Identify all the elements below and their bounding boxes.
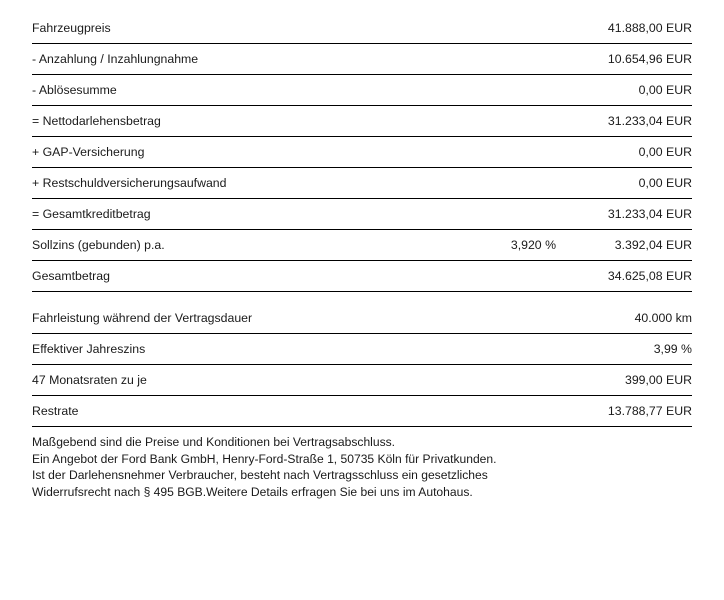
row-value: 41.888,00 EUR [582, 16, 692, 44]
table-row [32, 365, 692, 396]
row-label: Effektiver Jahreszins [32, 334, 472, 365]
row-rate: 3,920 % [472, 230, 582, 261]
row-value: 3,99 % [582, 334, 692, 365]
row-rate [472, 137, 582, 168]
footnote-block [32, 434, 692, 500]
table-row [32, 106, 692, 137]
row-label: = Gesamtkreditbetrag [32, 199, 472, 230]
row-rate [472, 75, 582, 106]
row-label: - Ablösesumme [32, 75, 472, 106]
table-row [32, 396, 692, 427]
table-row [32, 334, 692, 365]
row-value: 0,00 EUR [582, 168, 692, 199]
row-label: Gesamtbetrag [32, 261, 472, 292]
table-row-spacer [32, 292, 692, 304]
row-rate [472, 199, 582, 230]
footnote-line: Widerrufsrecht nach § 495 BGB.Weitere Details erfragen Sie bei uns im Autohaus. [32, 484, 473, 499]
row-rate [472, 303, 582, 334]
table-row [32, 199, 692, 230]
footnote-line: Maßgebend sind die Preise und Konditionen bei Vertragsabschluss. [32, 435, 396, 449]
row-rate [472, 261, 582, 292]
row-label: Fahrzeugpreis [32, 16, 472, 44]
table-row [32, 303, 692, 334]
row-rate [472, 168, 582, 199]
row-label: Sollzins (gebunden) p.a. [32, 230, 472, 261]
row-value: 31.233,04 EUR [582, 199, 692, 230]
spacer-cell [32, 292, 692, 304]
row-value: 0,00 EUR [582, 75, 692, 106]
row-rate [472, 44, 582, 75]
table-row [32, 261, 692, 292]
row-label: Fahrleistung während der Vertragsdauer [32, 303, 472, 334]
row-label: - Anzahlung / Inzahlungnahme [32, 44, 472, 75]
table-row [32, 16, 692, 44]
row-label: Restrate [32, 396, 472, 427]
row-value: 0,00 EUR [582, 137, 692, 168]
financing-table [32, 16, 692, 427]
row-label: + GAP-Versicherung [32, 137, 472, 168]
footnote-line: Ein Angebot der Ford Bank GmbH, Henry-Ford-Straße 1, 50735 Köln für Privatkunden. [32, 451, 497, 466]
row-value: 3.392,04 EUR [582, 230, 692, 261]
row-value: 399,00 EUR [582, 365, 692, 396]
row-rate [472, 106, 582, 137]
row-label: = Nettodarlehensbetrag [32, 106, 472, 137]
table-row [32, 75, 692, 106]
row-value: 40.000 km [582, 303, 692, 334]
row-label: + Restschuldversicherungsaufwand [32, 168, 472, 199]
row-label: 47 Monatsraten zu je [32, 365, 472, 396]
row-rate [472, 334, 582, 365]
row-value: 34.625,08 EUR [582, 261, 692, 292]
row-value: 13.788,77 EUR [582, 396, 692, 427]
financing-table-body [32, 16, 692, 427]
table-row [32, 44, 692, 75]
footnote-line: Ist der Darlehensnehmer Verbraucher, besteht nach Vertragsschluss ein gesetzliches [32, 468, 488, 482]
table-row [32, 168, 692, 199]
row-rate [472, 16, 582, 44]
row-value: 10.654,96 EUR [582, 44, 692, 75]
row-rate [472, 396, 582, 427]
row-rate [472, 365, 582, 396]
row-value: 31.233,04 EUR [582, 106, 692, 137]
table-row [32, 230, 692, 261]
table-row [32, 137, 692, 168]
